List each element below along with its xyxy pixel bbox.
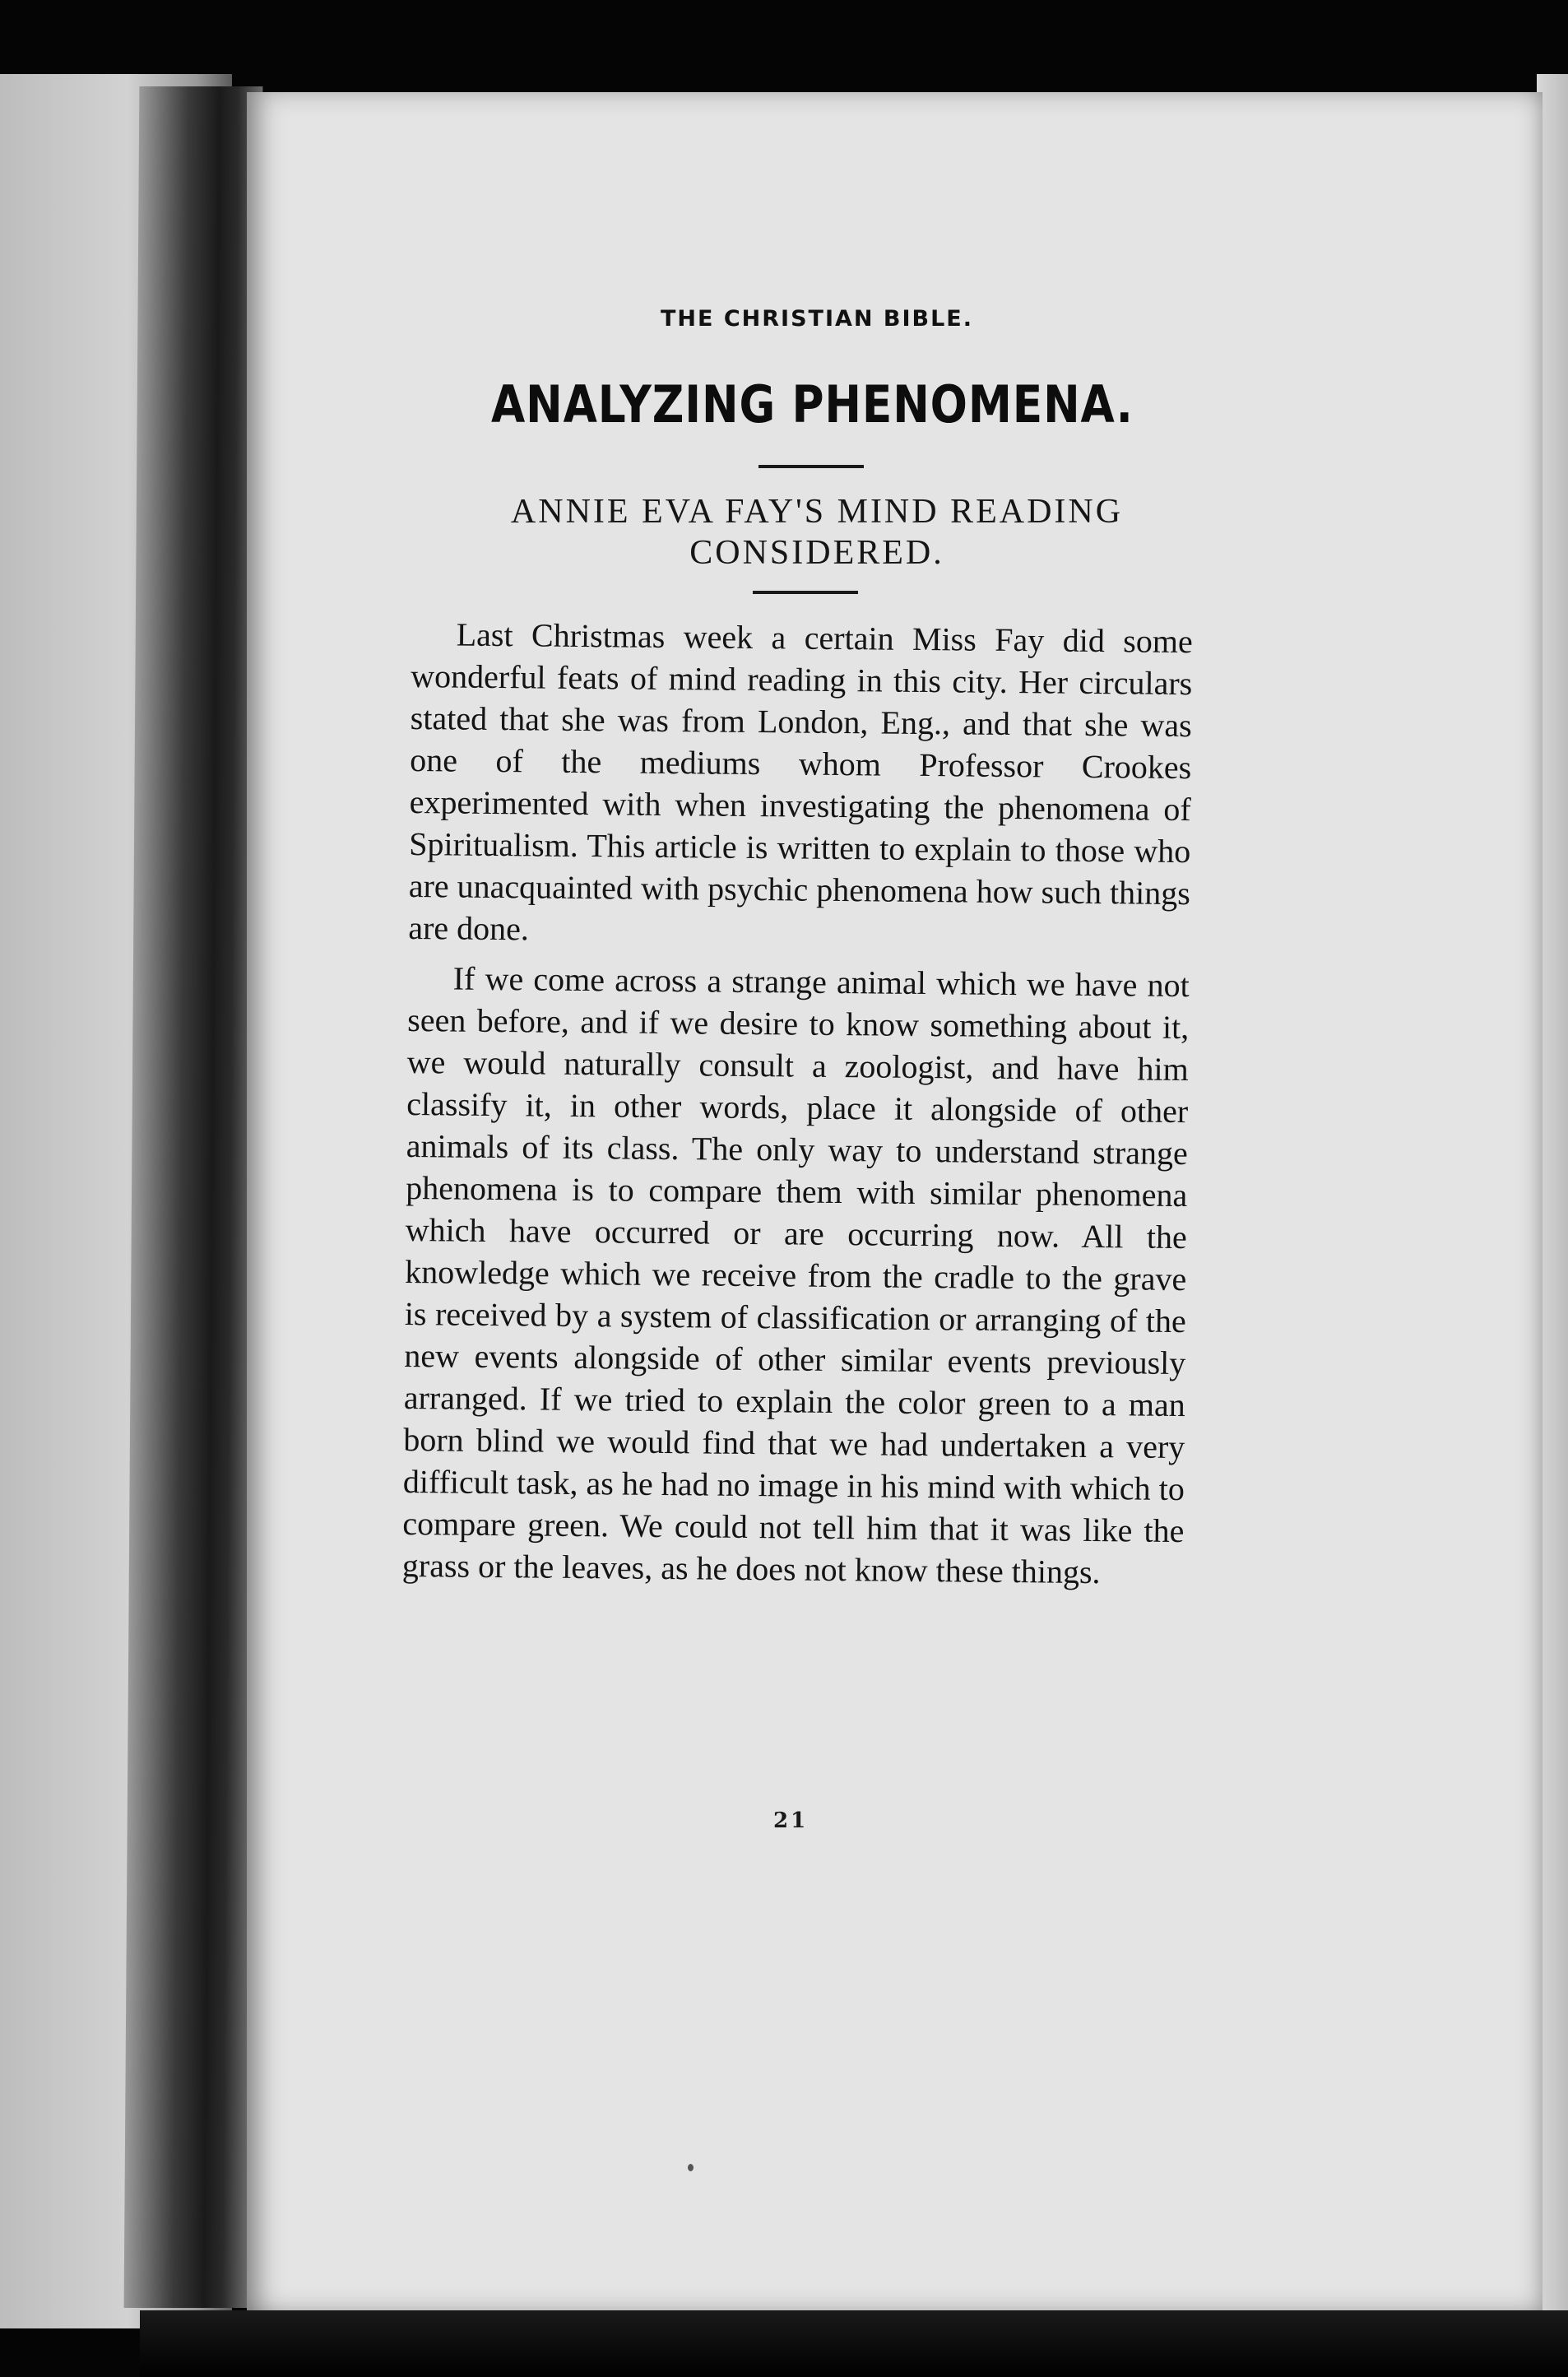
subtitle-line-2: CONSIDERED.	[689, 534, 944, 572]
title-rule	[758, 465, 864, 468]
print-speck	[688, 2164, 694, 2171]
page-number: 21	[773, 1808, 809, 1833]
article-title: ANALYZING PHENOMENA.	[491, 374, 1134, 434]
paragraph-1: Last Christmas week a certain Miss Fay did some wonderful feats of mind reading in this city. Her circulars stated that she was from London, Eng., and that she was one of the mediums whom Professor Crookes experimented with when investigating the phenomena of Spiritualism. This article is written to explain to those who are unacquainted with psychic phenomena how such things are done.	[408, 615, 1193, 948]
running-head: THE CHRISTIAN BIBLE.	[660, 306, 974, 332]
paragraph-2: If we come across a strange animal which we have not seen before, and if we desire to know something about it, we would naturally consult a zoologist, and have him classify it, in other words, place it alongside of other animals of its class. The only way to understand strange phenomena is to compare them with similar phenomena which have occurred or are occurring now. All the knowledge which we receive from the cradle to the grave is received by a system of classification or arranging of the new events alongside of other similar events previously arranged. If we tried to explain the color green to a man born blind we would find that we had undertaken a very difficult task, as he had no image in his mind with which to compare green. We could not tell him that it was like the grass or the leaves, as he does not know these things.	[401, 959, 1190, 1591]
article-body	[402, 613, 1193, 1602]
subtitle-line-1: ANNIE EVA FAY'S MIND READING	[510, 493, 1124, 531]
scan-bottom-shadow	[140, 2310, 1568, 2377]
subtitle-rule	[753, 591, 858, 594]
